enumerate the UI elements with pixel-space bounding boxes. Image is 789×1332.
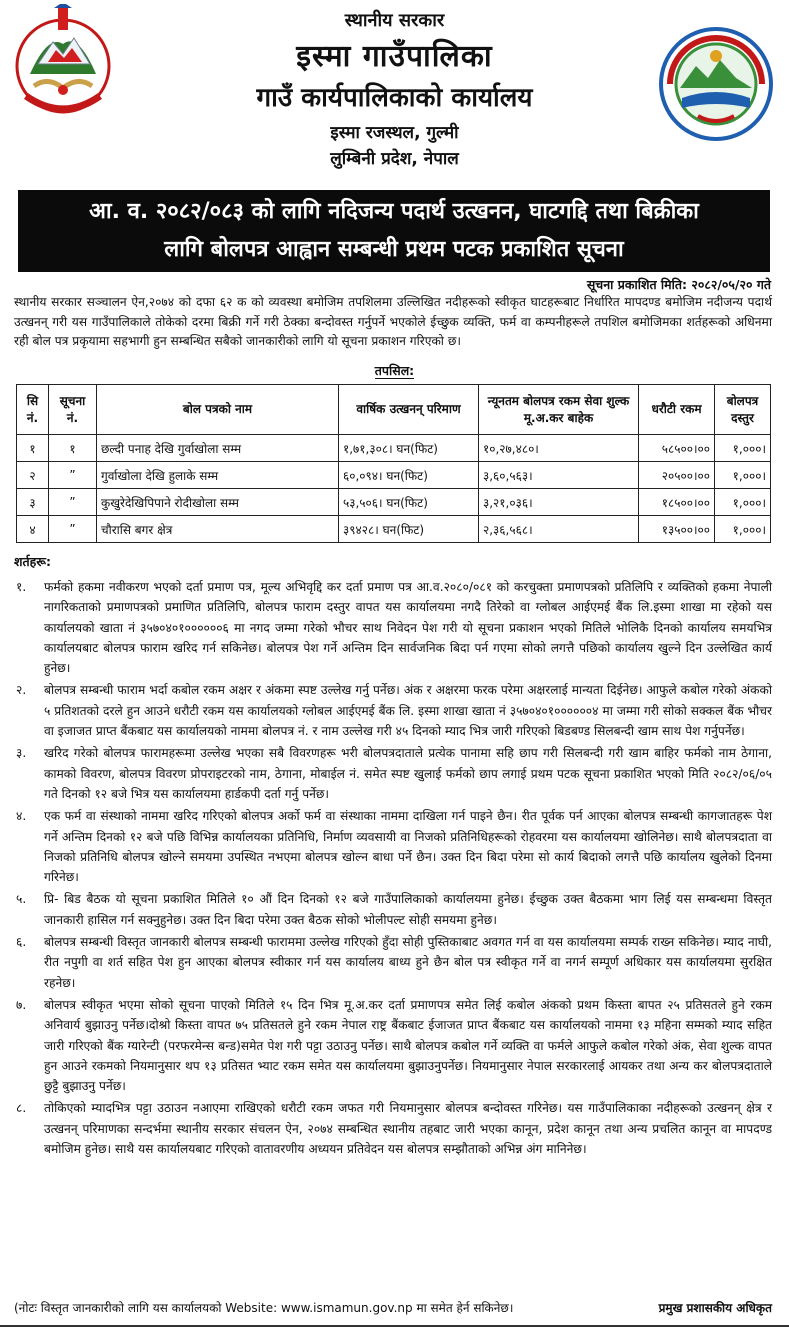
list-item: [14, 1098, 772, 1159]
bottom-divider: [0, 1325, 789, 1327]
notice-title-line-2: लागि बोलपत्र आह्वान सम्बन्धी प्रथम पटक प्रकाशित सूचना: [164, 237, 624, 262]
col-serial: सि नं.: [17, 385, 49, 435]
condition-number: ४.: [16, 809, 27, 824]
cell-quantity: ३९४२८। घन(फिट): [339, 516, 479, 543]
list-item: [14, 932, 772, 993]
cell-minimum-amount: १०,२७,४८०।: [479, 435, 639, 462]
list-item: [14, 806, 772, 887]
conditions-list: [14, 577, 772, 1161]
list-item: [14, 680, 772, 741]
conditions-heading: शर्तहरू:: [14, 554, 51, 569]
intro-paragraph: स्थानीय सरकार सञ्चालन ऐन,२०७४ को दफा ६२ क को व्यवस्था बमोजिम तपशिलमा उल्लिखित नदीहरूको स्वीकृत घाटहरूबाट निर्धारित मापदण्ड बमोजिम नदीजन्य पदार्थ उत्खनन् गरी यस गाउँपालिकाले तोकेको दरमा बिक्री गर्ने गरी ठेक्का बन्दोवस्त गर्नुपर्ने भएकोले ईच्छुक व्यक्ति, फर्म वा कम्पनीहरूले तपशिल बमोजिमका शर्तहरूको अधिनमा रही बोल पत्र प्रकृयामा सहभागी हुन सम्बन्धित सबैको जानकारीको लागि यो सूचना प्रकाशन गरिएको छ।: [14, 295, 772, 348]
cell-serial: २: [17, 462, 49, 489]
condition-number: १.: [16, 580, 27, 594]
table-row: [17, 435, 771, 462]
office-name: गाउँ कार्यपालिकाको कार्यालय: [256, 83, 533, 113]
cell-minimum-amount: ३,६०,५६३।: [479, 462, 639, 489]
municipality-name: इस्मा गाउँपालिका: [296, 39, 493, 74]
cell-serial: १: [17, 435, 49, 462]
cell-notice-number: ”: [49, 516, 97, 543]
condition-number: ६.: [16, 935, 27, 950]
schedule-label: [0, 362, 789, 379]
cell-fee: १,०००।: [715, 489, 771, 516]
cell-deposit: १८५००।००: [639, 489, 715, 516]
condition-number: ५.: [16, 892, 27, 907]
cell-minimum-amount: २,३६,५६८।: [479, 516, 639, 543]
notice-header: [0, 0, 789, 190]
condition-number: ८.: [16, 1101, 27, 1116]
col-annual-quantity: वार्षिक उत्खनन् परिमाण: [339, 385, 479, 435]
notice-title-line-1: आ. व. २०८२/०८३ को लागि नदिजन्य पदार्थ उत्खनन, घाटगद्दि तथा बिक्रीका: [89, 199, 699, 224]
list-item: [14, 889, 772, 930]
condition-number: ७.: [16, 997, 27, 1012]
col-fee: बोलपत्र दस्तुर: [715, 385, 771, 435]
province-name: लुम्बिनी प्रदेश, नेपाल: [330, 149, 459, 169]
table-row: [17, 489, 771, 516]
cell-bid-name: छल्दी पनाह देखि गुर्वाखोला सम्म: [97, 435, 339, 462]
condition-number: २.: [16, 683, 27, 698]
published-date: सूचना प्रकाशित मिति: २०८२/०५/२० गते: [586, 277, 771, 292]
cell-fee: १,०००।: [715, 516, 771, 543]
condition-text: तोकिएको म्यादभित्र पट्टा उठाउन नआएमा राखिएको धरौटी रकम जफत गरी नियमानुसार बोलपत्र बन्दोवस्त गरिनेछ। यस गाउँपालिकाका नदीहरूको उत्खनन् क्षेत्र र उत्खनन् परिमाणका सन्दर्भमा स्थानीय सरकार संचलन ऐन, २०७४ सम्बन्धित स्थानीय तहबाट जारी भएका कानून, प्रदेश कानून तथा अन्य प्रचलित कानून वा मापदण्ड बमोजिम हुनेछ। साथै यस कार्यालयबाट गरिएको वातावरणीय अध्ययन प्रतिवेदन यस बोलपत्र सम्झौताको अभिन्न अंग मानिनेछ।: [44, 1101, 772, 1157]
condition-text: प्रि- बिड बैठक यो सूचना प्रकाशित मितिले १० औं दिन दिनको १२ बजे गाउँपालिकाको कार्यालयमा हुनेछ। ईच्छुक उक्त बैठकमा भाग लिई यस सम्बन्धमा विस्तृत जानकारी हासिल गर्न सक्नुहुनेछ। उक्त दिन बिदा परेमा उक्त बैठक सोको भोलीपल्ट सोही समयमा हुनेछ।: [44, 892, 772, 927]
condition-text: बोलपत्र सम्बन्धी विस्तृत जानकारी बोलपत्र सम्बन्धी फाराममा उल्लेख गरिएको हुँदा सोही पुस्तिकाबाट अवगत गर्न वा यस कार्यालयमा सम्पर्क राख्न सकिनेछ। म्याद नाघी, रीत नपुगी वा शर्त सहित पेश हुन आएका बोलपत्र स्वीकार गर्न यस कार्यालय बाध्य हुने छैन बोल पत्र स्वीकृत गर्ने वा नगर्न सम्पूर्ण अधिकार यस कार्यालयमा सुरक्षित रहनेछ।: [44, 935, 772, 990]
local-government-label: स्थानीय सरकार: [344, 10, 445, 31]
list-item: [14, 577, 772, 678]
bid-table: [16, 384, 771, 543]
condition-number: ३.: [16, 746, 27, 761]
website-note: (नोटः विस्तृत जानकारीको लागि यस कार्यालयको Website: www.ismamun.gov.np मा समेत हेर्न सकिनेछ।: [14, 1301, 514, 1315]
col-notice-number: सूचना नं.: [49, 385, 97, 435]
cell-notice-number: १: [49, 435, 97, 462]
cell-quantity: ६०,०९४। घन(फिट): [339, 462, 479, 489]
condition-text: बोलपत्र सम्बन्धी फाराम भर्दा कबोल रकम अक्षर र अंकमा स्पष्ट उल्लेख गर्नु पर्नेछ। अंक र अक्षरमा फरक परेमा अक्षरलाई मान्यता दिईनेछ। आफुले कबोल गरेको अंकको ५ प्रतिशतको दरले हुन आउने धरौटी रकम यस कार्यालयको ग्लोबल आईएमई बैंक लि. इस्मा शाखा खाता नं ३५७०४०१००००००४ मा जम्मा गरी सोको सक्कल बैंक भौचर वा इजाजत प्राप्त बैंकबाट यस कार्यालयको नाममा बोलपत्र नं. र नाम उल्लेख गरी ४५ दिनको म्याद भित्र जारी गरिएको बिडबण्ड सिलबन्दी खाम साथ पेश गर्नुपर्नेछ।: [44, 683, 772, 739]
condition-text: एक फर्म वा संस्थाको नाममा खरिद गरिएको बोलपत्र अर्को फर्म वा संस्थाका नाममा दाखिला गर्न पाइने छैन। रीत पूर्वक पर्न आएका बोलपत्र सम्बन्धी कागजातहरू पेश गर्ने अन्तिम दिनको १२ बजे पछि विभिन्न कार्यालयका प्रतिनिधि, निर्माण व्यवसायी वा निजको प्रतिनिधिहरूको रोहवरमा यस कार्यालयमा खोलिनेछ। साथै बोलपत्रदाता वा निजको प्रतिनिधि बोलपत्र खोल्ने समयमा उपस्थित नभएमा बोलपत्र खोल्न बाधा पर्ने छैन। उक्त दिन बिदा परेमा सो कार्य बिदाको लगत्तै पछि कार्यालय खुलेको दिनमा गरिनेछ।: [44, 809, 772, 885]
signatory-title: प्रमुख प्रशासकीय अधिकृत: [658, 1301, 772, 1315]
cell-serial: ३: [17, 489, 49, 516]
cell-minimum-amount: ३,२१,०३६।: [479, 489, 639, 516]
office-address: इस्मा रजस्थल, गुल्मी: [330, 123, 459, 143]
municipality-seal-icon: [658, 26, 774, 142]
cell-bid-name: कुखुरेदेखिपिपाने रोदीखोला सम्म: [97, 489, 339, 516]
cell-bid-name: चौरासि बगर क्षेत्र: [97, 516, 339, 543]
table-row: [17, 516, 771, 543]
condition-text: बोलपत्र स्वीकृत भएमा सोको सूचना पाएको मितिले १५ दिन भित्र मू.अ.कर दर्ता प्रमाणपत्र समेत लिई कबोल अंकको प्रथम किस्ता बापत २५ प्रतिसतले हुने रकम अनिवार्य बुझाउनु पर्नेछ।दोश्रो किस्ता वापत ७५ प्रतिसतले हुने रकम नेपाल राष्ट्र बैंकबाट ईजाजत प्राप्त बैंकबाट यस कार्यालयको नाममा १३ महिना सम्मको म्याद सहित जारी गरिएको बैंक ग्यारेन्टी (परफरमेन्स बन्ड)समेत पेश गरी पट्टा उठाउनु पर्नेछ। साथै बोलपत्र कबोल गर्ने व्यक्ति वा फर्मले आफुले कबोल गरेको अंक, सेवा शुल्क वापत हुन आउने रकमको नियमानुसार थप १३ प्रतिसत भ्याट रकम समेत यस कार्यालयमा बुझाउनुपर्नेछ। नियमानुसार नेपाल सरकारलाई आयकर तथा अन्य कर बोलपत्रदाताले छुट्टै बुझाउनु पर्नेछ।: [44, 997, 772, 1094]
list-item: [14, 743, 772, 804]
list-item: [14, 995, 772, 1096]
col-bid-name: बोल पत्रको नाम: [97, 385, 339, 435]
schedule-label-text: तपसिल:: [374, 363, 415, 378]
table-row: [17, 462, 771, 489]
cell-fee: १,०००।: [715, 435, 771, 462]
cell-quantity: १,७१,३०८। घन(फिट): [339, 435, 479, 462]
table-header-row: [17, 385, 771, 435]
col-minimum-amount: न्यूनतम बोलपत्र रकम सेवा शुल्क मू.अ.कर बाहेक: [479, 385, 639, 435]
cell-deposit: २०५००।००: [639, 462, 715, 489]
col-deposit: धरौटी रकम: [639, 385, 715, 435]
cell-notice-number: ”: [49, 489, 97, 516]
cell-fee: १,०००।: [715, 462, 771, 489]
cell-notice-number: ”: [49, 462, 97, 489]
cell-deposit: ५८५००।००: [639, 435, 715, 462]
cell-serial: ४: [17, 516, 49, 543]
condition-text: खरिद गरेको बोलपत्र फारामहरूमा उल्लेख भएका सबै विवरणहरू भरी बोलपत्रदाताले प्रत्येक पानामा सहि छाप गरी सिलबन्दी गरी खाम बाहिर फर्मको नाम ठेगाना, कामको विवरण, बोलपत्र विवरण प्रोपराइटरको नाम, ठेगाना, मोबाईल नं. समेत स्पष्ट खुलाई फर्मको छाप लगाई प्रथम पटक सूचना प्रकाशित भएको मिति २०८२/०६/०५ गते दिनको १२ बजे भित्र यस कार्यालयमा हार्डकपी दर्ता गर्नु पर्नेछ।: [44, 746, 772, 801]
cell-bid-name: गुर्वाखोला देखि हुलाके सम्म: [97, 462, 339, 489]
condition-text: फर्मको हकमा नवीकरण भएको दर्ता प्रमाण पत्र, मूल्य अभिवृद्दि कर दर्ता प्रमाण पत्र आ.व.२०८०/०८१ को करचुक्ता प्रमाणपत्रको प्रतिलिपि र व्यक्तिको हकमा नेपाली नागरिकताको प्रमाणपत्रको प्रमाणित प्रतिलिपि, बोलपत्र फाराम दस्तुर वापत यस कार्यालयमा नगदै तिरेको वा ग्लोबल आईएमई बैंक लि.इस्मा शाखा मा रहेको यस कार्यालयको खाता नं ३५७०४०१००००००६ मा नगद जम्मा गरेको भौचर साथ निवेदन पेश गरी यो सूचना प्रकाशन भएको मितिले भोलिकै दिनको कार्यालय समयभित्र कार्यालयबाट बोलपत्र फाराम खरिद गर्न सकिनेछ। बोलपत्र पेश गर्ने अन्तिम दिन सार्वजनिक बिदा पर्न गएमा सोको लगत्तै पछिको कार्यालय खुल्ने दिन उल्लेखित कार्य हुनेछ।: [44, 580, 772, 676]
notice-title: [18, 190, 770, 272]
cell-deposit: १३५००।००: [639, 516, 715, 543]
cell-quantity: ५३,५०६। घन(फिट): [339, 489, 479, 516]
